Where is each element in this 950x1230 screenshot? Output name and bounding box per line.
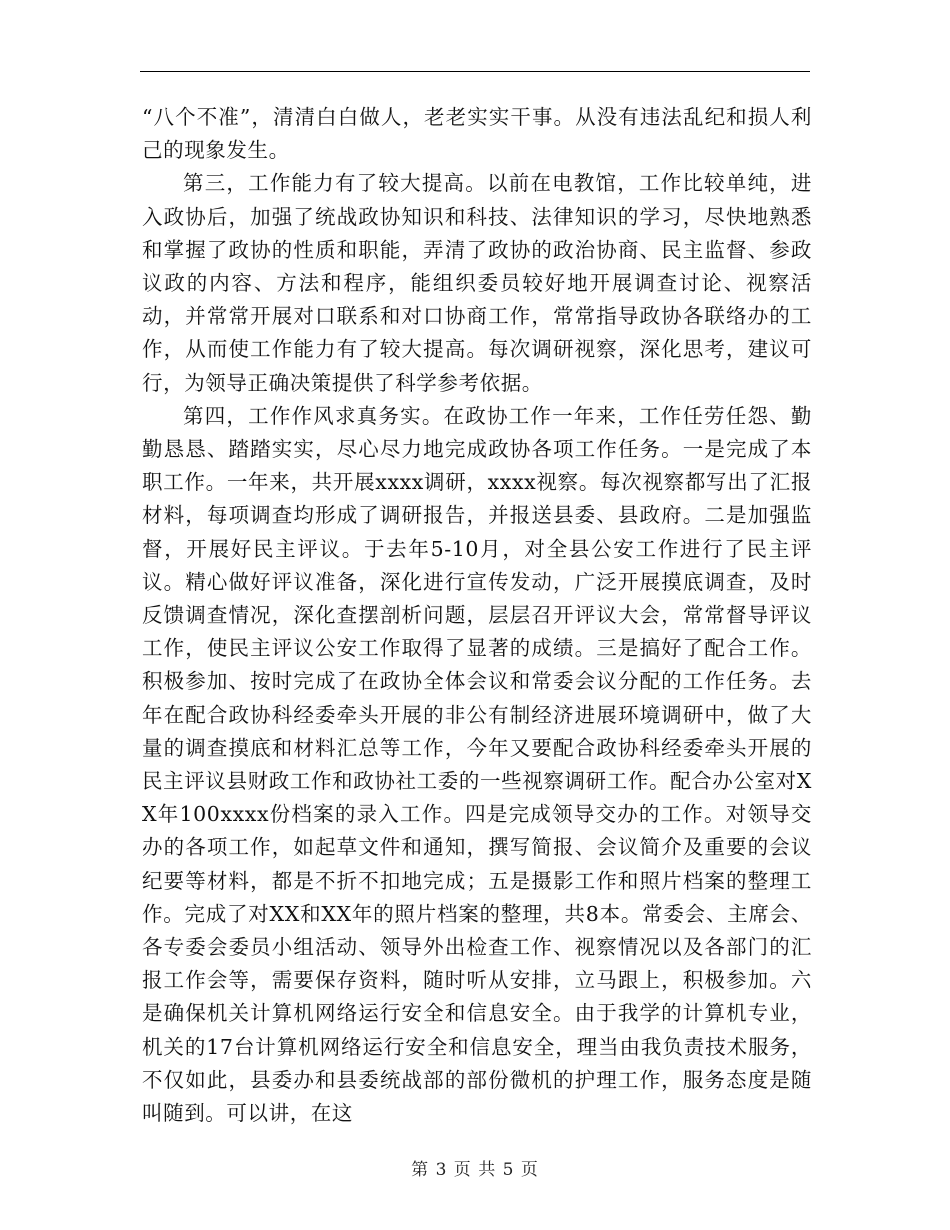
- page-number: 第 3 页 共 5 页: [411, 1160, 539, 1180]
- header-rule: [140, 71, 810, 72]
- document-body: [142, 101, 812, 1130]
- paragraph-work-style: 第四，工作作风求真务实。在政协工作一年来，工作任劳任怨、勤勤恳恳、踏踏实实，尽心尽力地完成政协各项工作任务。一是完成了本职工作。一年来，共开展xxxx调研，xxxx视察。每次视察都写出了汇报材料，每项调查均形成了调研报告，并报送县委、县政府。二是加强监督，开展好民主评议。于去年5-10月，对全县公安工作进行了民主评议。精心做好评议准备，深化进行宣传发动，广泛开展摸底调查，及时反馈调查情况，深化查摆剖析问题，层层召开评议大会，常常督导评议工作，使民主评议公安工作取得了显著的成绩。三是搞好了配合工作。积极参加、按时完成了在政协全体会议和常委会议分配的工作任务。去年在配合政协科经委牵头开展的非公有制经济进展环境调研中，做了大量的调查摸底和材料汇总等工作，今年又要配合政协科经委牵头开展的民主评议县财政工作和政协社工委的一些视察调研工作。配合办公室对XX年100xxxx份档案的录入工作。四是完成领导交办的工作。对领导交办的各项工作，如起草文件和通知，撰写简报、会议简介及重要的会议纪要等材料，都是不折不扣地完成；五是摄影工作和照片档案的整理工作。完成了对XX和XX年的照片档案的整理，共8本。常委会、主席会、各专委会委员小组活动、领导外出检查工作、视察情况以及各部门的汇报工作会等，需要保存资料，随时听从安排，立马跟上，积极参加。六是确保机关计算机网络运行安全和信息安全。由于我学的计算机专业，机关的17台计算机网络运行安全和信息安全，理当由我负责技术服务，不仅如此，县委办和县委统战部的部份微机的护理工作，服务态度是随叫随到。可以讲，在这: [142, 403, 812, 1126]
- paragraph-continuation: “八个不准”，清清白白做人，老老实实干事。从没有违法乱纪和损人利己的现象发生。: [142, 105, 812, 163]
- paragraph-work-ability: 第三，工作能力有了较大提高。以前在电教馆，工作比较单纯，进入政协后，加强了统战政协知识和科技、法律知识的学习，尽快地熟悉和掌握了政协的性质和职能，弄清了政协的政治协商、民主监督、参政议政的内容、方法和程序，能组织委员较好地开展调查讨论、视察活动，并常常开展对口联系和对口协商工作，常常指导政协各联络办的工作，从而使工作能力有了较大提高。每次调研视察，深化思考，建议可行，为领导正确决策提供了科学参考依据。: [142, 171, 812, 395]
